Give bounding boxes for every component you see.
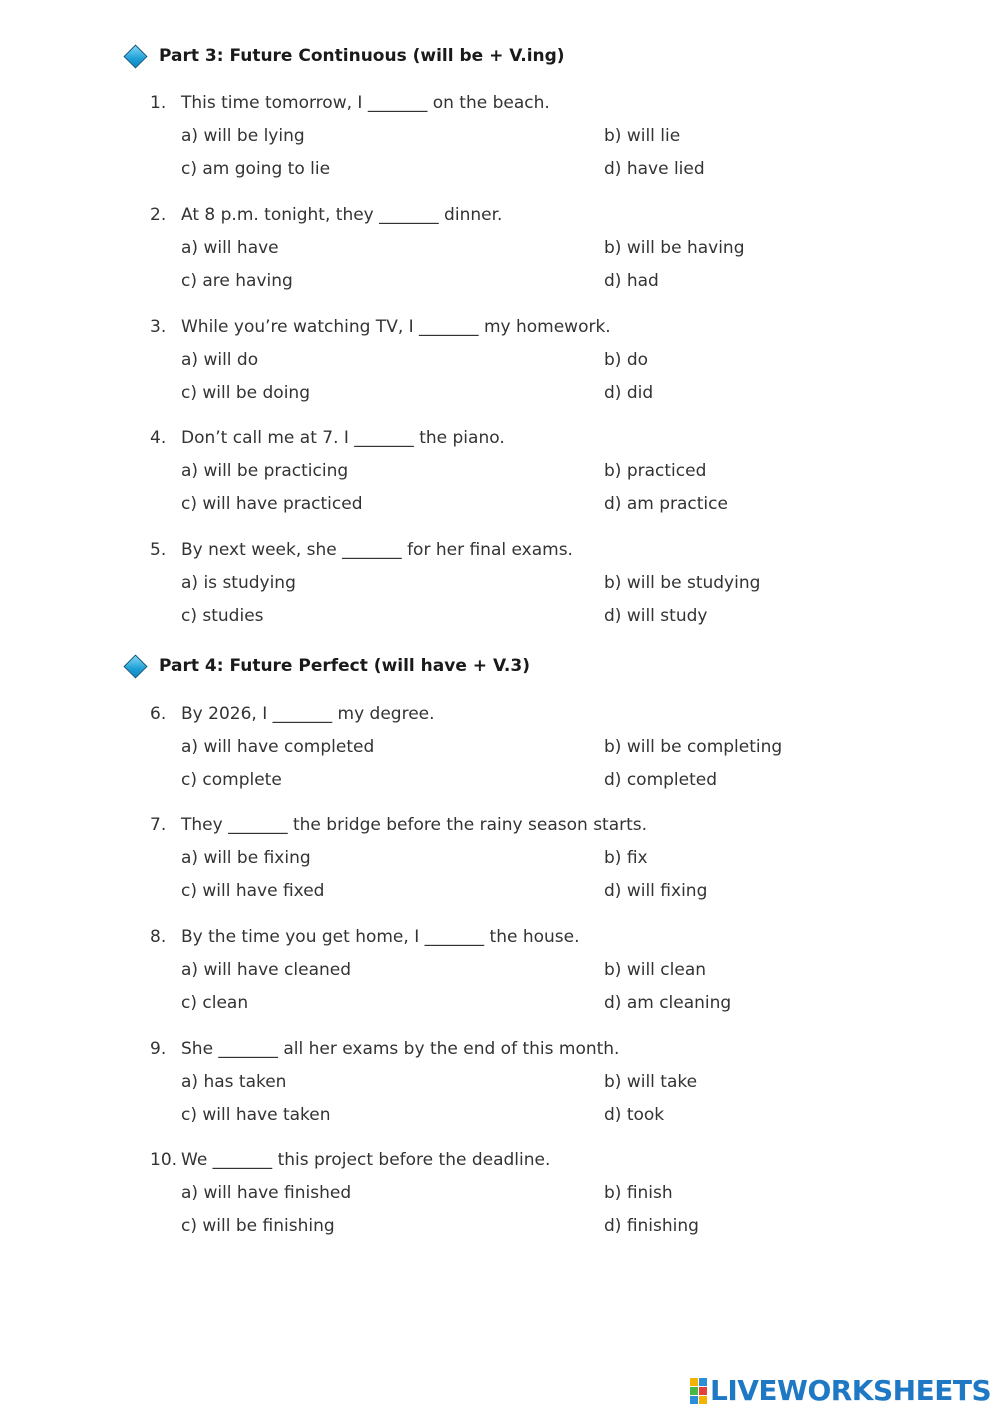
- answer-option[interactable]: a) is studying: [181, 573, 296, 593]
- answer-option[interactable]: d) am cleaning: [604, 993, 732, 1013]
- section-title: Part 3: Future Continuous (will be + V.ing): [159, 46, 565, 66]
- question-item: [150, 815, 910, 914]
- liveworksheets-logo: [690, 1374, 991, 1407]
- answer-option[interactable]: d) completed: [604, 770, 718, 790]
- answer-option[interactable]: c) complete: [181, 770, 282, 790]
- question-item: [150, 205, 910, 304]
- question-number: 10.: [150, 1150, 178, 1170]
- answer-option[interactable]: d) took: [604, 1105, 665, 1125]
- question-item: [150, 428, 910, 527]
- question-text: While you’re watching TV, I _______ my homework.: [181, 317, 611, 337]
- question-text: We _______ this project before the deadline.: [181, 1150, 551, 1170]
- diamond-bullet-icon: [123, 44, 147, 68]
- answer-option[interactable]: a) will have completed: [181, 737, 375, 757]
- answer-option[interactable]: a) will be fixing: [181, 848, 311, 868]
- logo-text: LIVEWORKSHEETS: [710, 1374, 992, 1407]
- question-text: By 2026, I _______ my degree.: [181, 704, 435, 724]
- answer-option[interactable]: c) will be doing: [181, 383, 310, 403]
- answer-option[interactable]: b) will clean: [604, 960, 707, 980]
- diamond-bullet-icon: [123, 654, 147, 678]
- question-item: [150, 93, 910, 192]
- answer-option[interactable]: d) had: [604, 271, 659, 291]
- question-number: 7.: [150, 815, 167, 835]
- answer-option[interactable]: a) will have cleaned: [181, 960, 352, 980]
- answer-option[interactable]: c) studies: [181, 606, 264, 626]
- section-header: [124, 46, 565, 66]
- section-title: Part 4: Future Perfect (will have + V.3): [159, 656, 530, 676]
- question-number: 1.: [150, 93, 167, 113]
- answer-option[interactable]: c) will have taken: [181, 1105, 331, 1125]
- logo-mark-icon: [690, 1378, 707, 1404]
- answer-option[interactable]: c) are having: [181, 271, 293, 291]
- question-item: [150, 1039, 910, 1138]
- answer-option[interactable]: a) will be lying: [181, 126, 305, 146]
- section-header: [124, 656, 530, 676]
- question-text: Don’t call me at 7. I _______ the piano.: [181, 428, 505, 448]
- question-number: 6.: [150, 704, 167, 724]
- question-number: 8.: [150, 927, 167, 947]
- answer-option[interactable]: d) finishing: [604, 1216, 699, 1236]
- question-text: They _______ the bridge before the rainy season starts.: [181, 815, 648, 835]
- answer-option[interactable]: a) has taken: [181, 1072, 287, 1092]
- question-text: By next week, she _______ for her final exams.: [181, 540, 573, 560]
- answer-option[interactable]: c) will have fixed: [181, 881, 325, 901]
- answer-option[interactable]: b) will be having: [604, 238, 745, 258]
- answer-option[interactable]: c) will have practiced: [181, 494, 363, 514]
- answer-option[interactable]: b) fix: [604, 848, 648, 868]
- question-item: [150, 704, 910, 803]
- question-item: [150, 1150, 910, 1249]
- answer-option[interactable]: c) will be finishing: [181, 1216, 335, 1236]
- question-number: 2.: [150, 205, 167, 225]
- question-text: By the time you get home, I _______ the house.: [181, 927, 580, 947]
- answer-option[interactable]: b) will be studying: [604, 573, 761, 593]
- question-text: This time tomorrow, I _______ on the beach.: [181, 93, 550, 113]
- answer-option[interactable]: b) will lie: [604, 126, 681, 146]
- answer-option[interactable]: b) practiced: [604, 461, 707, 481]
- answer-option[interactable]: c) clean: [181, 993, 249, 1013]
- answer-option[interactable]: a) will have finished: [181, 1183, 352, 1203]
- answer-option[interactable]: b) finish: [604, 1183, 673, 1203]
- question-item: [150, 927, 910, 1026]
- answer-option[interactable]: d) did: [604, 383, 654, 403]
- answer-option[interactable]: a) will be practicing: [181, 461, 349, 481]
- answer-option[interactable]: b) will be completing: [604, 737, 783, 757]
- answer-option[interactable]: c) am going to lie: [181, 159, 331, 179]
- answer-option[interactable]: b) do: [604, 350, 649, 370]
- answer-option[interactable]: d) am practice: [604, 494, 728, 514]
- question-item: [150, 317, 910, 416]
- question-text: She _______ all her exams by the end of this month.: [181, 1039, 620, 1059]
- answer-option[interactable]: a) will have: [181, 238, 279, 258]
- answer-option[interactable]: d) will study: [604, 606, 708, 626]
- question-text: At 8 p.m. tonight, they _______ dinner.: [181, 205, 503, 225]
- answer-option[interactable]: a) will do: [181, 350, 259, 370]
- answer-option[interactable]: d) will fixing: [604, 881, 708, 901]
- question-item: [150, 540, 910, 639]
- question-number: 9.: [150, 1039, 167, 1059]
- question-number: 5.: [150, 540, 167, 560]
- question-number: 3.: [150, 317, 167, 337]
- question-number: 4.: [150, 428, 167, 448]
- answer-option[interactable]: b) will take: [604, 1072, 698, 1092]
- answer-option[interactable]: d) have lied: [604, 159, 705, 179]
